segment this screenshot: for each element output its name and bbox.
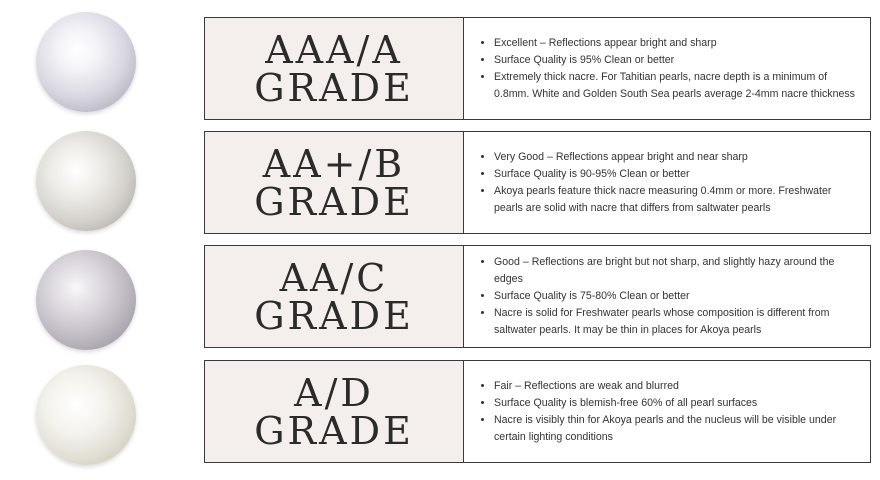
grade-title: AAA/A — [265, 27, 403, 72]
bullet-item: • Excellent – Reflections appear bright and sharp — [494, 35, 860, 52]
grade-title-box — [205, 132, 464, 233]
bullet-item: • Very Good – Reflections appear bright and near sharp — [494, 149, 860, 166]
bullet-item: • Good – Reflections are bright but not sharp, and slightly hazy around the edges — [494, 254, 860, 288]
grade-word: GRADE — [254, 65, 414, 110]
bullet-item: • Akoya pearls feature thick nacre measuring 0.4mm or more. Freshwater pearls are solid with nacre that differs from saltwater pearls — [494, 183, 860, 217]
pearl-image-aa-plus — [36, 131, 136, 231]
grade-word: GRADE — [254, 179, 414, 224]
pearl-image-a — [36, 365, 136, 465]
grade-title: A/D — [294, 370, 374, 415]
grade-word: GRADE — [254, 408, 414, 453]
bullet-item: • Fair – Reflections are weak and blurred — [494, 378, 860, 395]
grade-bullets — [478, 378, 860, 446]
grade-bullets — [478, 35, 860, 103]
grade-description — [464, 361, 870, 462]
grade-description — [464, 18, 870, 119]
grade-card-aaa — [204, 17, 871, 120]
grade-title-box — [205, 18, 464, 119]
bullet-item: • Surface Quality is blemish-free 60% of all pearl surfaces — [494, 395, 860, 412]
grade-card-aa — [204, 245, 871, 348]
grade-word: GRADE — [254, 293, 414, 338]
bullet-item: • Surface Quality is 75-80% Clean or better — [494, 288, 860, 305]
pearl-image-aaa — [36, 12, 136, 112]
grade-bullets — [478, 149, 860, 217]
grade-title-box — [205, 361, 464, 462]
bullet-item: • Nacre is visibly thin for Akoya pearls and the nucleus will be visible under certain lighting conditions — [494, 412, 860, 446]
grade-card-a — [204, 360, 871, 463]
bullet-item: • Surface Quality is 90-95% Clean or better — [494, 166, 860, 183]
grade-title-box — [205, 246, 464, 347]
grade-description — [464, 246, 870, 347]
pearl-image-aa — [36, 250, 136, 350]
grade-card-aa-plus — [204, 131, 871, 234]
bullet-item: • Nacre is solid for Freshwater pearls whose composition is different from saltwater pearls. It may be thin in places for Akoya pearls — [494, 305, 860, 339]
bullet-item: • Surface Quality is 95% Clean or better — [494, 52, 860, 69]
bullet-item: • Extremely thick nacre. For Tahitian pearls, nacre depth is a minimum of 0.8mm. White and Golden South Sea pearls average 2-4mm nacre thickness — [494, 69, 860, 103]
grade-title: AA+/B — [262, 141, 406, 186]
grade-description — [464, 132, 870, 233]
grade-title: AA/C — [279, 255, 389, 300]
grade-bullets — [478, 254, 860, 339]
